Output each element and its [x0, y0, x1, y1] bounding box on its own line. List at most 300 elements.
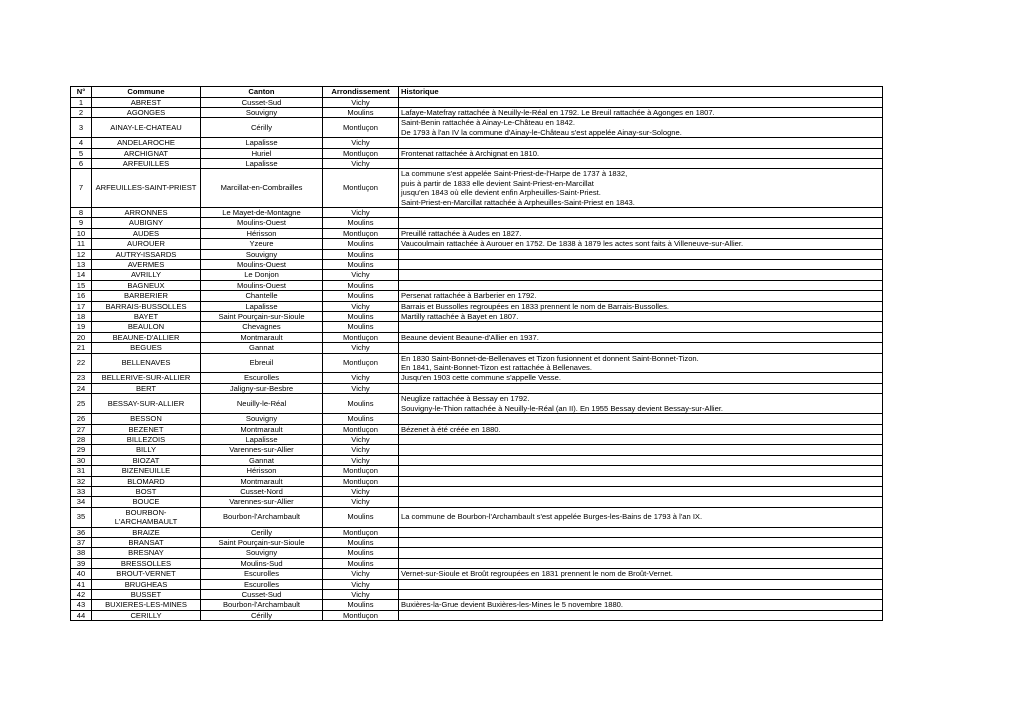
cell-number: 23: [71, 373, 92, 383]
cell-historique: [399, 507, 883, 527]
cell-historique: [399, 291, 883, 301]
cell-number: 33: [71, 486, 92, 496]
cell-number: 39: [71, 558, 92, 568]
cell-line: Bézenet à été créée en 1880.: [401, 424, 501, 434]
cell-historique: [399, 445, 883, 455]
cell-line: BILLY: [135, 445, 157, 455]
cell-canton: Cérilly: [201, 118, 323, 138]
cell-line: BAGNEUX: [127, 280, 165, 290]
cell-number: 20: [71, 332, 92, 342]
cell-commune: [92, 455, 201, 465]
cell-commune: [92, 322, 201, 332]
cell-commune: [92, 118, 201, 138]
header-commune: Commune: [92, 87, 201, 98]
cell-number: 10: [71, 228, 92, 238]
cell-arrondissement: Vichy: [323, 579, 399, 589]
cell-historique: [399, 537, 883, 547]
cell-arrondissement: Montluçon: [323, 353, 399, 373]
cell-commune: [92, 97, 201, 107]
table-row: [71, 579, 883, 589]
cell-historique: [399, 97, 883, 107]
cell-commune: [92, 138, 201, 148]
cell-commune: [92, 569, 201, 579]
cell-canton: Moulins-Sud: [201, 558, 323, 568]
table-row: [71, 118, 883, 138]
cell-canton: Le Donjon: [201, 270, 323, 280]
cell-canton: Neuilly-le-Réal: [201, 394, 323, 414]
cell-canton: Escurolles: [201, 569, 323, 579]
cell-line: BELLENAVES: [121, 358, 171, 368]
cell-number: 19: [71, 322, 92, 332]
cell-canton: Lapalisse: [201, 301, 323, 311]
cell-line: BILLEZOIS: [126, 434, 166, 444]
cell-number: 14: [71, 270, 92, 280]
cell-number: 32: [71, 476, 92, 486]
cell-historique: [399, 228, 883, 238]
cell-historique: [399, 239, 883, 249]
cell-commune: [92, 148, 201, 158]
cell-commune: [92, 332, 201, 342]
cell-commune: [92, 218, 201, 228]
table-row: [71, 476, 883, 486]
cell-arrondissement: Montluçon: [323, 466, 399, 476]
table-row: [71, 414, 883, 424]
cell-canton: Montmarault: [201, 424, 323, 434]
cell-line: BRESSOLLES: [120, 558, 172, 568]
cell-line: AUBIGNY: [128, 218, 164, 228]
cell-number: 44: [71, 610, 92, 620]
cell-number: 34: [71, 497, 92, 507]
cell-line: ABREST: [130, 97, 162, 107]
cell-line: Neuglize rattachée à Bessay en 1792.: [401, 394, 530, 404]
cell-arrondissement: Montluçon: [323, 610, 399, 620]
cell-arrondissement: Montluçon: [323, 332, 399, 342]
table-row: [71, 527, 883, 537]
cell-number: 43: [71, 600, 92, 610]
cell-line: Frontenat rattachée à Archignat en 1810.: [401, 148, 540, 158]
cell-number: 42: [71, 590, 92, 600]
cell-line: BLOMARD: [127, 476, 165, 486]
cell-arrondissement: Montluçon: [323, 118, 399, 138]
cell-canton: Yzeure: [201, 239, 323, 249]
cell-canton: Souvigny: [201, 548, 323, 558]
cell-canton: Marcillat-en-Combrailles: [201, 169, 323, 208]
cell-commune: [92, 527, 201, 537]
cell-commune: [92, 107, 201, 117]
cell-line: Barrais et Bussolles regroupées en 1833 prennent le nom de Barrais-Bussolles.: [401, 301, 670, 311]
cell-canton: Varennes-sur-Allier: [201, 445, 323, 455]
cell-number: 7: [71, 169, 92, 208]
cell-line: puis à partir de 1833 elle devient Saint-Priest-en-Marcillat: [401, 178, 594, 188]
cell-line: BUSSET: [130, 590, 162, 599]
cell-line: BRUGHEAS: [124, 579, 168, 589]
header-arrondissement: Arrondissement: [323, 87, 399, 98]
cell-line: ARFEUILLES-SAINT-PRIEST: [95, 183, 197, 193]
table-row: [71, 558, 883, 568]
cell-arrondissement: Moulins: [323, 291, 399, 301]
table-row: [71, 158, 883, 168]
cell-line: En 1841, Saint-Bonnet-Tizon est rattachée à Bellenaves.: [401, 363, 592, 373]
cell-number: 36: [71, 527, 92, 537]
cell-line: BARRAIS-BUSSOLLES: [105, 301, 187, 311]
cell-commune: [92, 301, 201, 311]
cell-arrondissement: Vichy: [323, 138, 399, 148]
cell-number: 27: [71, 424, 92, 434]
table-row: [71, 107, 883, 117]
cell-historique: [399, 343, 883, 353]
table-row: [71, 383, 883, 393]
cell-historique: [399, 394, 883, 414]
cell-arrondissement: Moulins: [323, 548, 399, 558]
cell-number: 40: [71, 569, 92, 579]
cell-commune: [92, 383, 201, 393]
cell-number: 38: [71, 548, 92, 558]
cell-canton: Cusset-Sud: [201, 590, 323, 600]
cell-line: BESSAY-SUR-ALLIER: [107, 398, 185, 408]
cell-arrondissement: Vichy: [323, 455, 399, 465]
table-row: [71, 280, 883, 290]
cell-line: AUDES: [132, 228, 160, 238]
cell-line: Buxières-la-Grue devient Buxières-les-Mines le 5 novembre 1880.: [401, 600, 624, 610]
cell-historique: [399, 107, 883, 117]
cell-commune: [92, 169, 201, 208]
cell-historique: [399, 600, 883, 610]
cell-arrondissement: Montluçon: [323, 169, 399, 208]
cell-line: BEGUES: [130, 343, 162, 353]
table-row: [71, 353, 883, 373]
cell-line: CERILLY: [130, 610, 162, 620]
cell-historique: [399, 322, 883, 332]
cell-line: BEAUNE-D'ALLIER: [112, 332, 180, 342]
cell-historique: [399, 270, 883, 280]
cell-number: 11: [71, 239, 92, 249]
cell-line: AUROUER: [127, 239, 165, 249]
table-row: [71, 138, 883, 148]
cell-commune: [92, 158, 201, 168]
cell-arrondissement: Vichy: [323, 97, 399, 107]
cell-line: BIZENEUILLE: [121, 466, 171, 476]
table-row: [71, 466, 883, 476]
cell-arrondissement: Moulins: [323, 249, 399, 259]
cell-canton: Chantelle: [201, 291, 323, 301]
cell-number: 26: [71, 414, 92, 424]
communes-table: [70, 86, 883, 621]
cell-commune: [92, 394, 201, 414]
cell-line: ANDELAROCHE: [117, 138, 175, 148]
table-row: [71, 301, 883, 311]
cell-arrondissement: Moulins: [323, 537, 399, 547]
table-row: [71, 291, 883, 301]
cell-number: 18: [71, 312, 92, 322]
cell-number: 35: [71, 507, 92, 527]
cell-line: jusqu'en 1843 où elle devient enfin Arpheuilles-Saint-Priest.: [401, 188, 601, 198]
cell-line: Saint-Priest-en-Marcillat rattachée à Arpheuilles-Saint-Priest en 1843.: [401, 197, 635, 207]
cell-number: 17: [71, 301, 92, 311]
cell-canton: Moulins-Ouest: [201, 218, 323, 228]
cell-arrondissement: Moulins: [323, 600, 399, 610]
table-row: [71, 600, 883, 610]
cell-number: 37: [71, 537, 92, 547]
cell-canton: Lapalisse: [201, 158, 323, 168]
cell-arrondissement: Vichy: [323, 445, 399, 455]
table-row: [71, 424, 883, 434]
cell-historique: [399, 218, 883, 228]
table-row: [71, 239, 883, 249]
cell-canton: Escurolles: [201, 579, 323, 589]
cell-canton: Jaligny-sur-Besbre: [201, 383, 323, 393]
table-row: [71, 394, 883, 414]
cell-commune: [92, 434, 201, 444]
cell-commune: [92, 414, 201, 424]
cell-line: BESSON: [130, 414, 162, 424]
cell-canton: Cusset-Nord: [201, 486, 323, 496]
cell-historique: [399, 383, 883, 393]
cell-historique: [399, 476, 883, 486]
cell-arrondissement: Moulins: [323, 107, 399, 117]
cell-line: Vaucoulmain rattachée à Aurouer en 1752. De 1838 à 1879 les actes sont faits à Villeneuve-sur-Allier.: [401, 239, 744, 249]
cell-commune: [92, 507, 201, 527]
cell-canton: Saint Pourçain-sur-Sioule: [201, 537, 323, 547]
table-row: [71, 218, 883, 228]
cell-commune: [92, 476, 201, 486]
cell-historique: [399, 260, 883, 270]
cell-commune: [92, 497, 201, 507]
cell-commune: [92, 228, 201, 238]
cell-commune: [92, 291, 201, 301]
cell-arrondissement: Moulins: [323, 414, 399, 424]
cell-line: Beaune devient Beaune-d'Allier en 1937.: [401, 332, 539, 342]
cell-line: BELLERIVE-SUR-ALLIER: [101, 373, 191, 383]
cell-line: Vernet-sur-Sioule et Broût regroupées en 1831 prennent le nom de Broût-Vernet.: [401, 569, 673, 579]
cell-line: BERT: [135, 383, 157, 393]
cell-historique: [399, 373, 883, 383]
cell-line: ARRONNES: [124, 207, 168, 217]
cell-number: 30: [71, 455, 92, 465]
cell-canton: Lapalisse: [201, 434, 323, 444]
cell-line: Souvigny-le-Thion rattachée à Neuilly-le-Réal (an II). En 1955 Bessay devient Bessay-sur-Allier.: [401, 403, 724, 413]
cell-arrondissement: Montluçon: [323, 424, 399, 434]
cell-commune: [92, 312, 201, 322]
cell-commune: [92, 445, 201, 455]
cell-arrondissement: Vichy: [323, 383, 399, 393]
cell-line: BEAULON: [127, 322, 165, 332]
cell-line: Lafaye-Matefray rattachée à Neuilly-le-Réal en 1792. Le Breuil rattachée à Agonges en 1807.: [401, 107, 715, 117]
table-row: [71, 260, 883, 270]
cell-number: 16: [71, 291, 92, 301]
cell-commune: [92, 239, 201, 249]
cell-historique: [399, 158, 883, 168]
table-row: [71, 332, 883, 342]
cell-historique: [399, 414, 883, 424]
cell-commune: [92, 424, 201, 434]
cell-line: De 1793 à l'an IV la commune d'Ainay-le-Château s'est appelée Ainay-sur-Sologne.: [401, 127, 682, 137]
cell-historique: [399, 579, 883, 589]
cell-canton: Chevagnes: [201, 322, 323, 332]
cell-arrondissement: Moulins: [323, 507, 399, 527]
cell-number: 2: [71, 107, 92, 117]
cell-number: 3: [71, 118, 92, 138]
cell-historique: [399, 590, 883, 600]
cell-arrondissement: Vichy: [323, 301, 399, 311]
cell-arrondissement: Montluçon: [323, 476, 399, 486]
cell-arrondissement: Moulins: [323, 558, 399, 568]
table-row: [71, 569, 883, 579]
cell-canton: Hérisson: [201, 228, 323, 238]
cell-historique: [399, 466, 883, 476]
cell-number: 6: [71, 158, 92, 168]
cell-canton: Gannat: [201, 455, 323, 465]
table-row: [71, 343, 883, 353]
cell-historique: [399, 434, 883, 444]
cell-line: BRESNAY: [128, 548, 164, 558]
cell-commune: [92, 558, 201, 568]
cell-commune: [92, 280, 201, 290]
header-number: N°: [71, 87, 92, 98]
cell-line: AINAY-LE-CHATEAU: [110, 123, 182, 133]
cell-line: AGONGES: [126, 107, 166, 117]
cell-line: La commune de Bourbon-l'Archambault s'est appelée Burges-les-Bains de 1793 à l'an IX.: [401, 512, 703, 522]
table-row: [71, 548, 883, 558]
table-row: [71, 322, 883, 332]
cell-number: 28: [71, 434, 92, 444]
table-row: [71, 486, 883, 496]
cell-number: 21: [71, 343, 92, 353]
cell-line: Jusqu'en 1903 cette commune s'appelle Vesse.: [401, 373, 561, 383]
cell-historique: [399, 424, 883, 434]
table-row: [71, 270, 883, 280]
cell-historique: [399, 280, 883, 290]
cell-arrondissement: Vichy: [323, 207, 399, 217]
cell-line: En 1830 Saint-Bonnet-de-Bellenaves et Tizon fusionnent et donnent Saint-Bonnet-Tizon.: [401, 353, 699, 363]
cell-line: BOST: [135, 486, 157, 496]
cell-commune: [92, 610, 201, 620]
cell-commune: [92, 486, 201, 496]
cell-line: BUXIERES-LES-MINES: [105, 600, 187, 610]
cell-number: 22: [71, 353, 92, 373]
cell-commune: [92, 600, 201, 610]
header-row: [71, 87, 883, 98]
cell-canton: Hérisson: [201, 466, 323, 476]
cell-number: 24: [71, 383, 92, 393]
cell-arrondissement: Vichy: [323, 497, 399, 507]
cell-line: BRAIZE: [132, 527, 160, 537]
cell-canton: Huriel: [201, 148, 323, 158]
cell-line: ARCHIGNAT: [123, 148, 169, 158]
cell-arrondissement: Moulins: [323, 280, 399, 290]
cell-commune: [92, 579, 201, 589]
cell-arrondissement: Montluçon: [323, 527, 399, 537]
cell-arrondissement: Moulins: [323, 218, 399, 228]
cell-historique: [399, 249, 883, 259]
cell-canton: Souvigny: [201, 249, 323, 259]
cell-historique: [399, 569, 883, 579]
cell-number: 1: [71, 97, 92, 107]
cell-canton: Cerilly: [201, 527, 323, 537]
table-row: [71, 507, 883, 527]
cell-arrondissement: Moulins: [323, 394, 399, 414]
cell-arrondissement: Vichy: [323, 158, 399, 168]
table-row: [71, 537, 883, 547]
cell-commune: [92, 590, 201, 600]
cell-historique: [399, 353, 883, 373]
cell-historique: [399, 118, 883, 138]
cell-line: BEZENET: [128, 424, 164, 434]
cell-canton: Ebreuil: [201, 353, 323, 373]
table-row: [71, 207, 883, 217]
cell-arrondissement: Vichy: [323, 434, 399, 444]
cell-number: 12: [71, 249, 92, 259]
cell-arrondissement: Vichy: [323, 590, 399, 600]
cell-canton: Souvigny: [201, 107, 323, 117]
cell-number: 29: [71, 445, 92, 455]
cell-line: Martilly rattachée à Bayet en 1807.: [401, 312, 519, 322]
cell-canton: Le Mayet-de-Montagne: [201, 207, 323, 217]
cell-historique: [399, 497, 883, 507]
cell-historique: [399, 207, 883, 217]
cell-arrondissement: Vichy: [323, 373, 399, 383]
cell-canton: Escurolles: [201, 373, 323, 383]
cell-canton: Montmarault: [201, 476, 323, 486]
cell-historique: [399, 455, 883, 465]
table-row: [71, 590, 883, 600]
cell-number: 5: [71, 148, 92, 158]
cell-historique: [399, 486, 883, 496]
table-row: [71, 610, 883, 620]
cell-number: 8: [71, 207, 92, 217]
cell-line: ARFEUILLES: [122, 158, 170, 168]
cell-line: Preuillé rattachée à Audes en 1827.: [401, 228, 522, 238]
cell-number: 9: [71, 218, 92, 228]
cell-number: 13: [71, 260, 92, 270]
cell-canton: Souvigny: [201, 414, 323, 424]
table-row: [71, 434, 883, 444]
table-row: [71, 97, 883, 107]
cell-arrondissement: Vichy: [323, 569, 399, 579]
cell-number: 31: [71, 466, 92, 476]
cell-line: AVERMES: [127, 260, 165, 269]
cell-historique: [399, 148, 883, 158]
header-canton: Canton: [201, 87, 323, 98]
cell-commune: [92, 353, 201, 373]
cell-arrondissement: Vichy: [323, 343, 399, 353]
cell-historique: [399, 332, 883, 342]
cell-canton: Moulins-Ouest: [201, 260, 323, 270]
cell-line: BAYET: [133, 312, 159, 322]
cell-arrondissement: Montluçon: [323, 228, 399, 238]
table-row: [71, 455, 883, 465]
cell-line: BRANSAT: [128, 537, 164, 547]
cell-arrondissement: Moulins: [323, 239, 399, 249]
cell-commune: [92, 537, 201, 547]
cell-arrondissement: Vichy: [323, 270, 399, 280]
cell-canton: Moulins-Ouest: [201, 280, 323, 290]
cell-canton: Lapalisse: [201, 138, 323, 148]
cell-number: 15: [71, 280, 92, 290]
cell-commune: [92, 343, 201, 353]
cell-arrondissement: Moulins: [323, 312, 399, 322]
cell-canton: Varennes-sur-Allier: [201, 497, 323, 507]
cell-arrondissement: Vichy: [323, 486, 399, 496]
table-row: [71, 228, 883, 238]
table-row: [71, 312, 883, 322]
cell-commune: [92, 260, 201, 270]
cell-commune: [92, 373, 201, 383]
table-row: [71, 148, 883, 158]
cell-canton: Saint Pourçain-sur-Sioule: [201, 312, 323, 322]
table-row: [71, 445, 883, 455]
cell-line: BARBERIER: [124, 291, 168, 301]
table-row: [71, 497, 883, 507]
